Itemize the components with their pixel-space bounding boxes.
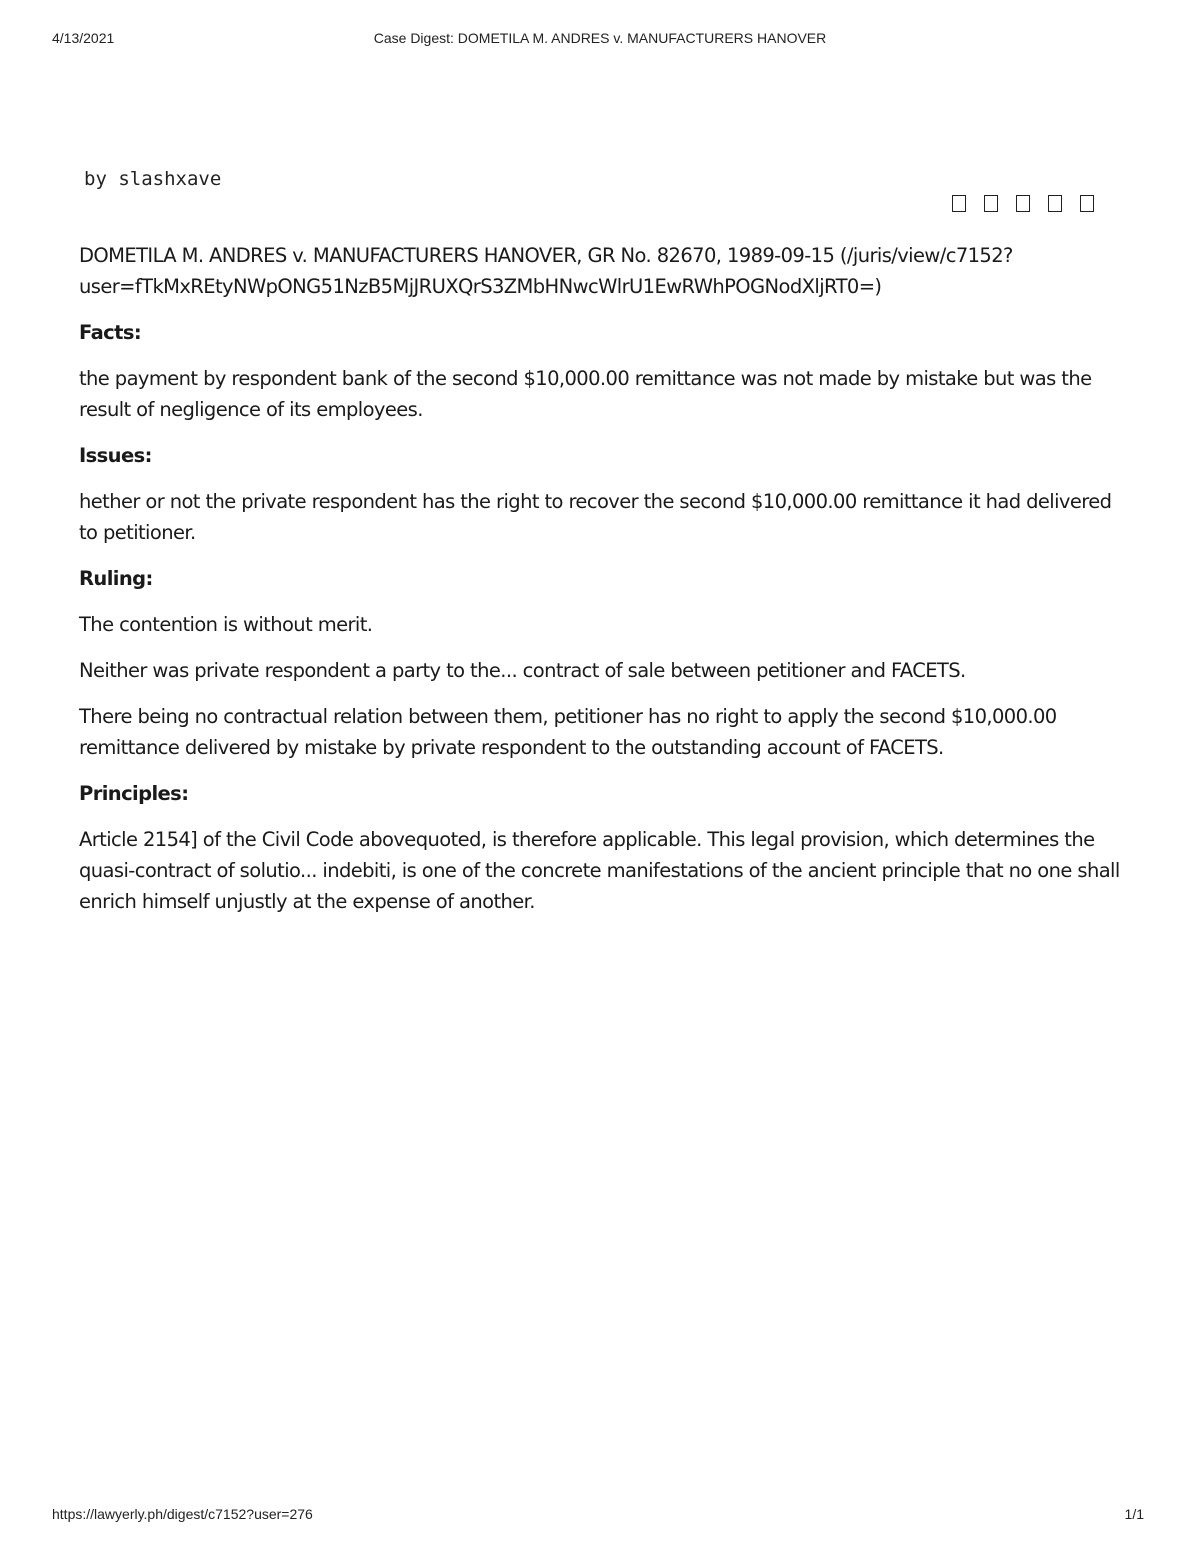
digest-content [79,240,1124,932]
case-title: DOMETILA M. ANDRES v. MANUFACTURERS HANOVER, GR No. 82670, 1989-09-15 [79,244,835,267]
page-number: 1/1 [1124,1506,1144,1522]
ruling-paragraph-3: There being no contractual relation between them, petitioner has no right to apply the second $10,000.00 remittance delivered by mistake by private respondent to the outstanding account of FACETS. [79,705,1057,759]
ruling-paragraph-1: The contention is without merit. [79,613,373,636]
issues-text: hether or not the private respondent has the right to recover the second $10,000.00 remittance it had delivered to petitioner. [79,490,1112,544]
citation [79,240,1124,302]
principles-text: Article 2154] of the Civil Code abovequoted, is therefore applicable. This legal provision, which determines the quasi-contract of solutio... indebiti, is one of the concrete manifestations of the ancient principle that no one shall enrich himself unjustly at the expense of another. [79,828,1120,913]
ruling-paragraph-2: Neither was private respondent a party to the... contract of sale between petitioner and FACETS. [79,659,966,682]
print-date: 4/13/2021 [52,30,115,46]
print-footer-url: https://lawyerly.ph/digest/c7152?user=276 [52,1506,313,1522]
share-icon-5[interactable] [1080,195,1094,212]
ruling-heading: Ruling: [79,567,153,590]
share-icon-3[interactable] [1016,195,1030,212]
share-icon-1[interactable] [952,195,966,212]
facts-text: the payment by respondent bank of the second $10,000.00 remittance was not made by mistake but was the result of negligence of its employees. [79,367,1092,421]
author-line: by slashxave [84,168,222,190]
share-icon-4[interactable] [1048,195,1062,212]
case-link[interactable]: (/juris/view/c7152?user=fTkMxREtyNWpONG51NzB5MjJRUXQrS3ZMbHNwcWlrU1EwRWhPOGNodXljRT0=) [79,244,1013,298]
issues-heading: Issues: [79,444,152,467]
facts-heading: Facts: [79,321,142,344]
principles-heading: Principles: [79,782,189,805]
print-header-title: Case Digest: DOMETILA M. ANDRES v. MANUFACTURERS HANOVER [373,30,827,46]
share-icon-2[interactable] [984,195,998,212]
share-icons [952,195,1094,212]
